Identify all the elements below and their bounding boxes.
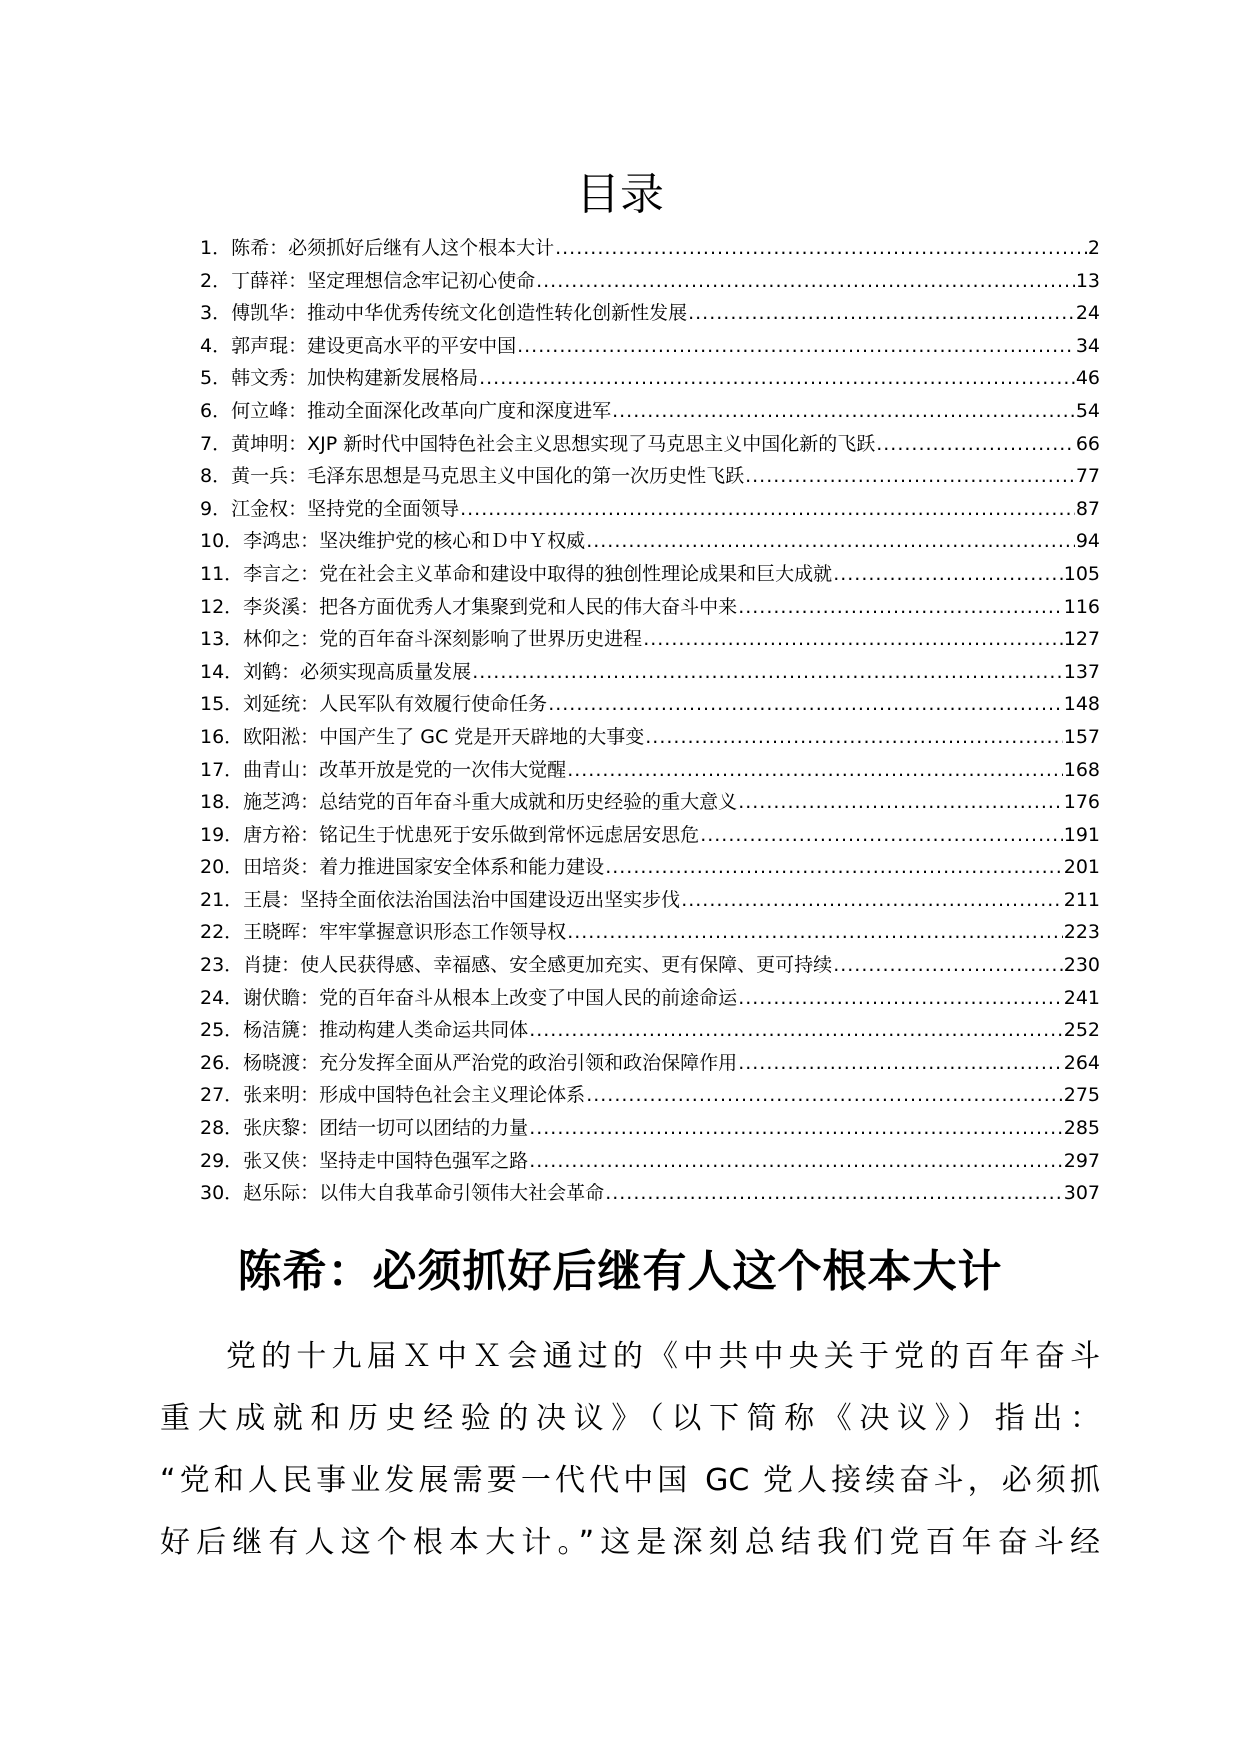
toc-entry-title: 18．施芝鸿：总结党的百年奋斗重大成就和历史经验的重大意义	[200, 791, 738, 814]
toc-page-number: 191	[1063, 823, 1100, 846]
toc-leader-dots	[529, 1145, 1063, 1178]
toc-leader-dots	[681, 884, 1063, 917]
toc-entry-title: 5．韩文秀：加快构建新发展格局	[200, 367, 479, 390]
toc-leader-dots	[738, 786, 1063, 819]
toc-entry[interactable]	[200, 591, 1100, 624]
toc-entry-title: 22．王晓晖：牢牢掌握意识形态工作领导权	[200, 921, 567, 944]
toc-entry-title: 26．杨晓渡：充分发挥全面从严治党的政治引领和政治保障作用	[200, 1051, 738, 1074]
toc-entry[interactable]	[200, 558, 1100, 591]
toc-page-number: 223	[1063, 921, 1100, 944]
toc-leader-dots	[745, 460, 1075, 493]
toc-leader-dots	[876, 428, 1075, 461]
toc-entry-title: 4．郭声琨：建设更高水平的平安中国	[200, 334, 517, 357]
toc-entry[interactable]	[200, 754, 1100, 787]
toc-entry[interactable]	[200, 1079, 1100, 1112]
toc-leader-dots	[700, 819, 1063, 852]
toc-page-number: 157	[1063, 725, 1100, 748]
toc-entry-title: 23．肖捷：使人民获得感、幸福感、安全感更加充实、更有保障、更可持续	[200, 954, 833, 977]
article-heading: 陈希：必须抓好后继有人这个根本大计	[237, 1246, 1003, 1297]
toc-leader-dots	[688, 297, 1075, 330]
toc-leader-dots	[472, 656, 1063, 689]
toc-page-number: 87	[1075, 497, 1100, 520]
toc-entry[interactable]	[200, 623, 1100, 656]
toc-entry[interactable]	[200, 851, 1100, 884]
toc-entry-title: 13．林仰之：党的百年奋斗深刻影响了世界历史进程	[200, 628, 643, 651]
toc-entry[interactable]	[200, 1177, 1100, 1210]
toc-entry[interactable]	[200, 884, 1100, 917]
toc-entry-title: 10．李鸿忠：坚决维护党的核心和Ｄ中Ｙ权威	[200, 530, 586, 553]
toc-leader-dots	[555, 232, 1087, 265]
toc-page-number: 211	[1063, 888, 1100, 911]
toc-page-number: 54	[1075, 399, 1100, 422]
toc-entry-title: 2．丁薛祥：坚定理想信念牢记初心使命	[200, 269, 536, 292]
toc-page-number: 105	[1063, 562, 1100, 585]
toc-entry[interactable]	[200, 493, 1100, 526]
toc-entry-title: 16．欧阳淞：中国产生了 GC 党是开天辟地的大事变	[200, 725, 645, 748]
body-text-line: 党的十九届Ｘ中Ｘ会通过的《中共中央关于党的百年奋斗	[226, 1339, 1100, 1374]
toc-entry[interactable]	[200, 265, 1100, 298]
toc-leader-dots	[529, 1014, 1063, 1047]
toc-entry-title: 8．黄一兵：毛泽东思想是马克思主义中国化的第一次历史性飞跃	[200, 465, 745, 488]
toc-page-number: 252	[1063, 1019, 1100, 1042]
toc-page-number: 307	[1063, 1182, 1100, 1205]
toc-entry[interactable]	[200, 525, 1100, 558]
toc-entry[interactable]	[200, 395, 1100, 428]
body-text-line: 好后继有人这个根本大计。”这是深刻总结我们党百年奋斗经	[160, 1525, 1100, 1560]
toc-entry[interactable]	[200, 428, 1100, 461]
toc-leader-dots	[645, 721, 1062, 754]
toc-leader-dots	[605, 851, 1063, 884]
toc-entry[interactable]	[200, 786, 1100, 819]
toc-page-number: 230	[1063, 954, 1100, 977]
toc-entry-title: 3．傅凯华：推动中华优秀传统文化创造性转化创新性发展	[200, 302, 688, 325]
toc-leader-dots	[738, 591, 1063, 624]
toc-page-number: 66	[1075, 432, 1100, 455]
toc-page-number: 46	[1075, 367, 1100, 390]
toc-page-number: 148	[1063, 693, 1100, 716]
toc-entry-title: 17．曲青山：改革开放是党的一次伟大觉醒	[200, 758, 567, 781]
toc-leader-dots	[612, 395, 1075, 428]
toc-entry[interactable]	[200, 949, 1100, 982]
toc-entry-title: 21．王晨：坚持全面依法治国法治中国建设迈出坚实步伐	[200, 888, 681, 911]
toc-entry-title: 14．刘鹤：必须实现高质量发展	[200, 660, 472, 683]
toc-entry-title: 9．江金权：坚持党的全面领导	[200, 497, 460, 520]
article-body	[160, 1326, 1100, 1574]
toc-entry-title: 29．张又侠：坚持走中国特色强军之路	[200, 1149, 529, 1172]
toc-leader-dots	[529, 1112, 1063, 1145]
toc-entry[interactable]	[200, 1145, 1100, 1178]
toc-entry[interactable]	[200, 460, 1100, 493]
toc-leader-dots	[833, 558, 1063, 591]
toc-entry[interactable]	[200, 656, 1100, 689]
toc-page-number: 297	[1063, 1149, 1100, 1172]
toc-entry[interactable]	[200, 1014, 1100, 1047]
toc-page-number: 2	[1087, 237, 1100, 259]
toc-entry[interactable]	[200, 982, 1100, 1015]
toc-leader-dots	[738, 982, 1063, 1015]
toc-entry-title: 7．黄坤明：XJP 新时代中国特色社会主义思想实现了马克思主义中国化新的飞跃	[200, 432, 876, 455]
toc-leader-dots	[479, 362, 1075, 395]
toc-leader-dots	[586, 1079, 1063, 1112]
toc-leader-dots	[586, 525, 1075, 558]
toc-page-number: 275	[1063, 1084, 1100, 1107]
toc-title: 目录	[576, 169, 664, 220]
toc-leader-dots	[567, 754, 1063, 787]
toc-page-number: 264	[1063, 1051, 1100, 1074]
table-of-contents	[200, 232, 1100, 1210]
toc-leader-dots	[517, 330, 1075, 363]
toc-leader-dots	[567, 916, 1063, 949]
toc-entry[interactable]	[200, 1112, 1100, 1145]
toc-leader-dots	[536, 265, 1075, 298]
toc-entry[interactable]	[200, 362, 1100, 395]
toc-entry[interactable]	[200, 916, 1100, 949]
toc-entry-title: 24．谢伏瞻：党的百年奋斗从根本上改变了中国人民的前途命运	[200, 986, 738, 1009]
toc-page-number: 168	[1063, 758, 1100, 781]
toc-entry-title: 27．张来明：形成中国特色社会主义理论体系	[200, 1084, 586, 1107]
body-text-line: 重大成就和历史经验的决议》（以下简称《决议》）指出：	[160, 1401, 1100, 1436]
toc-entry-title: 20．田培炎：着力推进国家安全体系和能力建设	[200, 856, 605, 879]
toc-leader-dots	[643, 623, 1063, 656]
toc-page-number: 176	[1063, 791, 1100, 814]
toc-page-number: 241	[1063, 986, 1100, 1009]
toc-entry[interactable]	[200, 819, 1100, 852]
toc-entry[interactable]	[200, 232, 1100, 265]
toc-page-number: 285	[1063, 1117, 1100, 1140]
toc-leader-dots	[548, 688, 1063, 721]
toc-entry[interactable]	[200, 330, 1100, 363]
toc-entry-title: 28．张庆黎：团结一切可以团结的力量	[200, 1117, 529, 1140]
toc-page-number: 137	[1063, 660, 1100, 683]
toc-page-number: 13	[1075, 269, 1100, 292]
toc-entry-title: 12．李炎溪：把各方面优秀人才集聚到党和人民的伟大奋斗中来	[200, 595, 738, 618]
toc-entry[interactable]	[200, 1047, 1100, 1080]
toc-page-number: 127	[1063, 628, 1100, 651]
toc-leader-dots	[605, 1177, 1063, 1210]
toc-page-number: 94	[1075, 530, 1100, 553]
toc-page-number: 116	[1063, 595, 1100, 618]
toc-leader-dots	[738, 1047, 1063, 1080]
toc-page-number: 77	[1075, 465, 1100, 488]
toc-entry-title: 6．何立峰：推动全面深化改革向广度和深度进军	[200, 399, 612, 422]
toc-entry-title: 1．陈希：必须抓好后继有人这个根本大计	[200, 237, 555, 259]
toc-entry-title: 25．杨洁篪：推动构建人类命运共同体	[200, 1019, 529, 1042]
toc-page-number: 24	[1075, 302, 1100, 325]
toc-page-number: 201	[1063, 856, 1100, 879]
body-text-line: “党和人民事业发展需要一代代中国 GC 党人接续奋斗，必须抓	[160, 1463, 1100, 1498]
toc-entry-title: 11．李言之：党在社会主义革命和建设中取得的独创性理论成果和巨大成就	[200, 562, 833, 585]
toc-entry[interactable]	[200, 721, 1100, 754]
toc-page-number: 34	[1075, 334, 1100, 357]
toc-leader-dots	[460, 493, 1075, 526]
toc-entry[interactable]	[200, 297, 1100, 330]
toc-entry-title: 15．刘延统：人民军队有效履行使命任务	[200, 693, 548, 716]
toc-entry-title: 30．赵乐际：以伟大自我革命引领伟大社会革命	[200, 1182, 605, 1205]
toc-entry-title: 19．唐方裕：铭记生于忧患死于安乐做到常怀远虑居安思危	[200, 823, 700, 846]
toc-entry[interactable]	[200, 688, 1100, 721]
toc-leader-dots	[833, 949, 1063, 982]
